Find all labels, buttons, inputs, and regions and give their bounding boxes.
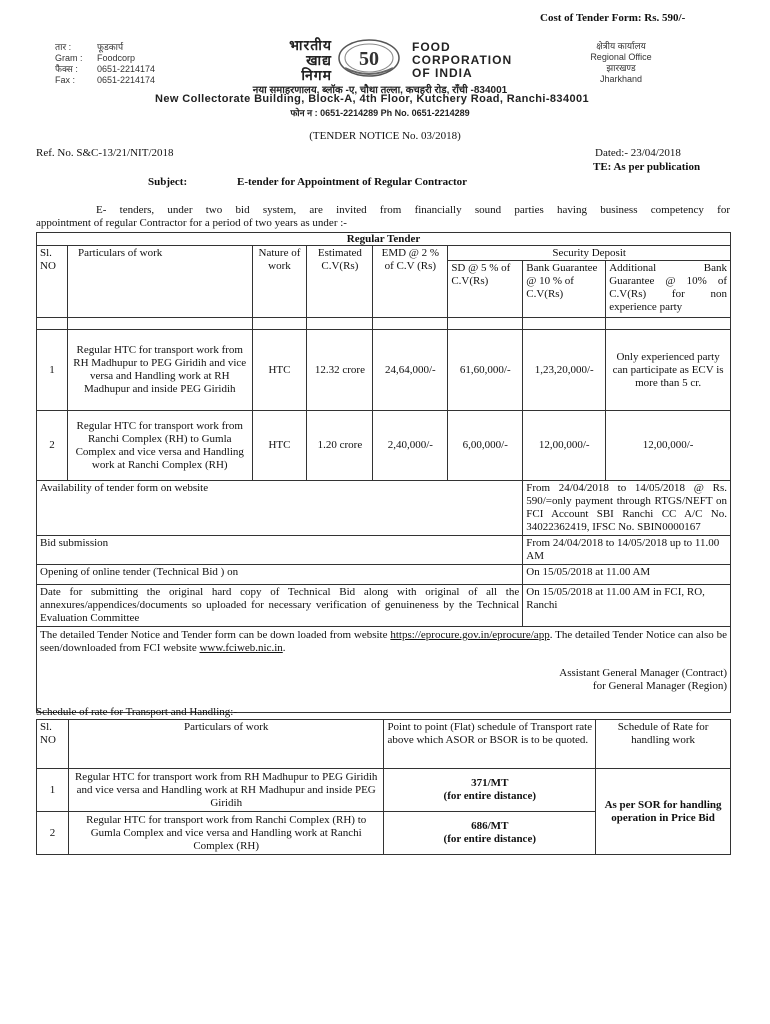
- dated: Dated:- 23/04/2018: [595, 147, 681, 159]
- intro-line-1: E- tenders, under two bid system, are invited from financially sound parties having business competency for: [96, 204, 730, 216]
- notice-title: (TENDER NOTICE No. 03/2018): [309, 130, 461, 142]
- regional-office-block: क्षेत्रीय कार्यालय Regional Office झारखण्ड Jharkhand: [590, 41, 652, 84]
- schedule-header-sl: Sl. NO: [37, 720, 69, 769]
- schedule-title: Schedule of rate for Transport and Handling:-: [36, 706, 238, 718]
- info-row-opening: Opening of online tender (Technical Bid ) on On 15/05/2018 at 11.00 AM: [37, 565, 731, 585]
- handling-rate: As per SOR for handling operation in Price Bid: [596, 769, 731, 855]
- ref-number: Ref. No. S&C-13/21/NIT/2018: [36, 147, 174, 159]
- table-row: 2 Regular HTC for transport work from Ranchi Complex (RH) to Gumla Complex and vice versa and Handling work at Ranchi Complex (RH) HTC 1.20 crore 2,40,000/- 6,00,000/- 12,00,000/- 12,00,000/-: [37, 411, 731, 481]
- header-sl: Sl. NO: [37, 246, 68, 318]
- header-security-deposit: Security Deposit: [448, 246, 731, 261]
- header-bank-guarantee: Bank Guarantee @ 10 % of C.V(Rs): [523, 261, 606, 318]
- phone-line: फोन न : 0651-2214289 Ph No. 0651-2214289: [290, 108, 470, 118]
- eprocure-link[interactable]: https://eprocure.gov.in/eprocure/app: [390, 629, 550, 641]
- header-estimated: Estimated C.V(Rs): [307, 246, 373, 318]
- schedule-header-point: Point to point (Flat) schedule of Transport rate above which ASOR or BSOR is to be quoted.: [384, 720, 596, 769]
- table-row: 2 Regular HTC for transport work from Ranchi Complex (RH) to Gumla Complex and vice versa and Handling work at Ranchi Complex (RH) 686/MT (for entire distance): [37, 812, 731, 855]
- header-nature: Nature of work: [252, 246, 307, 318]
- info-row-hard-copy: Date for submitting the original hard copy of Technical Bid along with original of all the annexures/appendices/documents so uploaded for necessary verification of genuineness by the Technical Evaluation Committee On 15/05/2018 at 11.00 AM in FCI, RO, Ranchi: [37, 585, 731, 627]
- table-caption: Regular Tender: [37, 233, 731, 246]
- schedule-header-handling: Schedule of Rate for handling work: [596, 720, 731, 769]
- schedule-header-particulars: Particulars of work: [68, 720, 383, 769]
- header-particulars: Particulars of work: [67, 246, 252, 318]
- download-note-row: The detailed Tender Notice and Tender form can be down loaded from website https://eprocure.gov.in/eprocure/app. The detailed Tender Notice can also be seen/downloaded from FCI website www.fciweb.nic.in. Assistant General Manager (Contract) for General Manager (Region): [37, 627, 731, 713]
- address-english: New Collectorate Building, Block-A, 4th Floor, Kutchery Road, Ranchi-834001: [154, 93, 590, 105]
- fci-hindi-name: भारतीय खाद्य निगम: [289, 37, 332, 83]
- intro-line-2: appointment of regular Contractor for a period of two years as under :-: [36, 217, 347, 229]
- header-additional-bg: Additional Bank Guarantee @ 10% of C.V(Rs) for non experience party: [606, 261, 731, 318]
- table-row: 1 Regular HTC for transport work from RH Madhupur to PEG Giridih and vice versa and Handling work at RH Madhupur and inside PEG Giridih 371/MT (for entire distance) As per SOR for handling operation in Price Bid: [37, 769, 731, 812]
- regular-tender-table: [36, 232, 731, 713]
- subject-text: E-tender for Appointment of Regular Contractor: [237, 176, 468, 188]
- cost-of-tender-form: Cost of Tender Form: Rs. 590/-: [540, 12, 686, 24]
- info-row-bid-submission: Bid submission From 24/04/2018 to 14/05/2018 up to 11.00 AM: [37, 536, 731, 565]
- table-row: 1 Regular HTC for transport work from RH Madhupur to PEG Giridih and vice versa and Handling work at RH Madhupur and inside PEG Giridih HTC 12.32 crore 24,64,000/- 61,60,000/- 1,23,20,000/- Only experienced party can participate as ECV is more than 5 cr.: [37, 330, 731, 411]
- signatory-line-2: for General Manager (Region): [592, 680, 727, 692]
- schedule-table: [36, 719, 731, 855]
- te-line: TE: As per publication: [593, 161, 701, 173]
- svg-text:50: 50: [359, 48, 379, 70]
- signatory-line-1: Assistant General Manager (Contract): [559, 667, 727, 679]
- header-sd: SD @ 5 % of C.V(Rs): [448, 261, 523, 318]
- address-hindi: नया समाहरणालय, ब्लॉक -ए, चौथा तल्ला, कचहरी रोड, राँची -834001: [252, 85, 508, 96]
- fciweb-link[interactable]: www.fciweb.nic.in: [199, 642, 283, 654]
- header-emd: EMD @ 2 % of C.V (Rs): [373, 246, 448, 318]
- info-row-availability: Availability of tender form on website From 24/04/2018 to 14/05/2018 @ Rs. 590/=only payment through RTGS/NEFT on FCI Account SBI Ranchi CC A/C No. 34022362419, IFSC No. SBIN0000167: [37, 481, 731, 536]
- subject-label: Subject:: [148, 176, 188, 188]
- fci-english-name: FOOD CORPORATION OF INDIA: [412, 40, 513, 80]
- letterhead-contact: तार : फूडकार्प Gram : Foodcorp फैक्स : 0651-2214174 Fax : 0651-2214174: [55, 42, 156, 85]
- table-spacer-row: [37, 318, 731, 330]
- fci-50-years-logo: [337, 38, 401, 78]
